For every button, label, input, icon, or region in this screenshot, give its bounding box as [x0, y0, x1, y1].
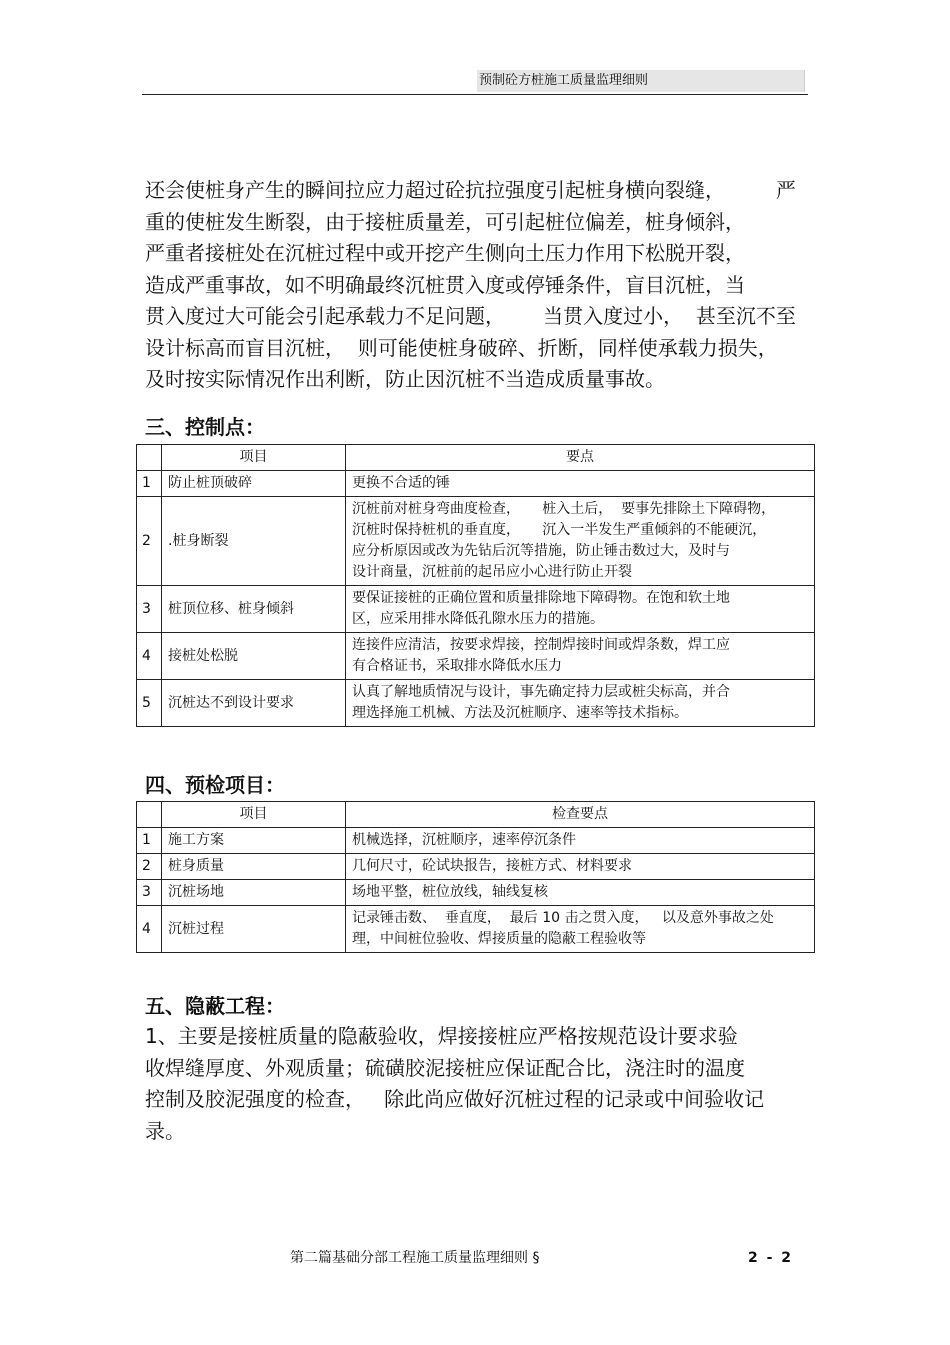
col-key-points: 要点: [346, 445, 815, 471]
col-number: [137, 802, 162, 828]
row-points: [346, 586, 815, 633]
row-points: [346, 906, 815, 953]
row-item: 桩身质量: [162, 854, 346, 880]
row-number: 3: [137, 586, 162, 633]
control-points-table: [136, 444, 815, 727]
row-number: 2: [137, 854, 162, 880]
table-row: [137, 880, 815, 906]
col-number: [137, 445, 162, 471]
row-number: 2: [137, 497, 162, 586]
row-item: 施工方案: [162, 828, 346, 854]
col-item: 项目: [162, 445, 346, 471]
intro-paragraph: [145, 175, 825, 396]
intro-line: 还会使桩身产生的瞬间拉应力超过砼抗拉强度引起桩身横向裂缝， 严: [145, 178, 796, 202]
running-header: [477, 70, 805, 92]
row-number: 1: [137, 828, 162, 854]
table-header-row: [137, 445, 815, 471]
intro-line: 及时按实际情况作出利断，防止因沉桩不当造成质量事故。: [145, 367, 665, 391]
pre-inspection-table: [136, 801, 815, 953]
point-line: 更换不合适的锤: [352, 475, 450, 491]
table-row: [137, 497, 815, 586]
footer-title: 第二篇基础分部工程施工质量监理细则 §: [290, 1250, 540, 1266]
point-line: 认真了解地质情况与设计，事先确定持力层或桩尖标高，并合: [352, 684, 730, 700]
point-line: 记录锤击数、 垂直度， 最后 10 击之贯入度， 以及意外事故之处: [352, 910, 774, 926]
row-item: 沉桩过程: [162, 906, 346, 953]
point-line: 理，中间桩位验收、焊接质量的隐蔽工程验收等: [352, 931, 646, 947]
row-points: [346, 880, 815, 906]
table-row: [137, 828, 815, 854]
point-line: 应分析原因或改为先钻后沉等措施，防止锤击数过大，及时与: [352, 543, 730, 559]
point-line: 设计商量，沉桩前的起吊应小心进行防止开裂: [352, 564, 632, 580]
section5-line: 控制及胶泥强度的检查， 除此尚应做好沉桩过程的记录或中间验收记: [145, 1087, 765, 1111]
page-number: 2 - 2: [748, 1250, 794, 1266]
row-item: 防止桩顶破碎: [162, 471, 346, 497]
row-item: 桩顶位移、桩身倾斜: [162, 586, 346, 633]
col-check-points: 检查要点: [346, 802, 815, 828]
row-item: 沉桩场地: [162, 880, 346, 906]
point-line: 要保证接桩的正确位置和质量排除地下障碍物。在饱和软土地: [352, 590, 730, 606]
intro-line: 造成严重事故，如不明确最终沉桩贯入度或停锤条件，盲目沉桩，当: [145, 272, 745, 297]
section5-line: 录。: [145, 1118, 185, 1143]
point-line: 沉桩前对桩身弯曲度检查， 桩入土后， 要事先排除土下障碍物，: [352, 501, 776, 517]
table-row: [137, 906, 815, 953]
intro-line: 设计标高而盲目沉桩， 则可能使桩身破碎、折断，同样使承载力损失，: [145, 335, 778, 360]
point-line: 场地平整，桩位放线，轴线复核: [352, 884, 548, 900]
row-points: [346, 854, 815, 880]
section3-heading: 三、控制点：: [145, 415, 265, 439]
intro-line: 严重者接桩处在沉桩过程中或开挖产生侧向土压力作用下松脱开裂，: [145, 241, 745, 265]
point-line: 连接件应清洁，按要求焊接，控制焊接时间或焊条数，焊工应: [352, 637, 730, 653]
intro-line: 重的使桩发生断裂，由于接桩质量差，可引起桩位偏差，桩身倾斜，: [145, 209, 745, 234]
point-line: 几何尺寸，砼试块报告，接桩方式、材料要求: [352, 858, 632, 874]
table-row: [137, 680, 815, 727]
table-header-row: [137, 802, 815, 828]
point-line: 沉桩时保持桩机的垂直度， 沉入一半发生严重倾斜的不能硬沉，: [352, 522, 767, 538]
row-number: 4: [137, 633, 162, 680]
section5-heading: 五、隐蔽工程：: [145, 994, 285, 1018]
row-number: 3: [137, 880, 162, 906]
point-line: 区，应采用排水降低孔隙水压力的措施。: [352, 611, 604, 627]
section5-paragraph: [145, 1021, 825, 1147]
point-line: 有合格证书，采取排水降低水压力: [352, 658, 562, 674]
point-line: 机械选择，沉桩顺序，速率停沉条件: [352, 832, 576, 848]
header-divider: [142, 94, 808, 95]
row-item: 接桩处松脱: [162, 633, 346, 680]
row-points: [346, 828, 815, 854]
point-line: 理选择施工机械、方法及沉桩顺序、速率等技术指标。: [352, 705, 688, 721]
row-number: 5: [137, 680, 162, 727]
row-points: [346, 497, 815, 586]
row-points: [346, 471, 815, 497]
intro-line: 贯入度过大可能会引起承载力不足问题， 当贯入度过小， 甚至沉不至: [145, 304, 796, 328]
row-number: 4: [137, 906, 162, 953]
row-item: .桩身断裂: [162, 497, 346, 586]
col-item: 项目: [162, 802, 346, 828]
header-title: 预制砼方桩施工质量监理细则: [479, 73, 649, 88]
table-row: [137, 633, 815, 680]
row-item: 沉桩达不到设计要求: [162, 680, 346, 727]
section4-heading: 四、预检项目：: [145, 773, 285, 797]
row-points: [346, 680, 815, 727]
row-points: [346, 633, 815, 680]
row-number: 1: [137, 471, 162, 497]
section5-line: 收焊缝厚度、外观质量；硫磺胶泥接桩应保证配合比，浇注时的温度: [145, 1055, 745, 1080]
table-row: [137, 854, 815, 880]
section5-line: 1、主要是接桩质量的隐蔽验收，焊接接桩应严格按规范设计要求验: [145, 1024, 738, 1048]
table-row: [137, 471, 815, 497]
table-row: [137, 586, 815, 633]
